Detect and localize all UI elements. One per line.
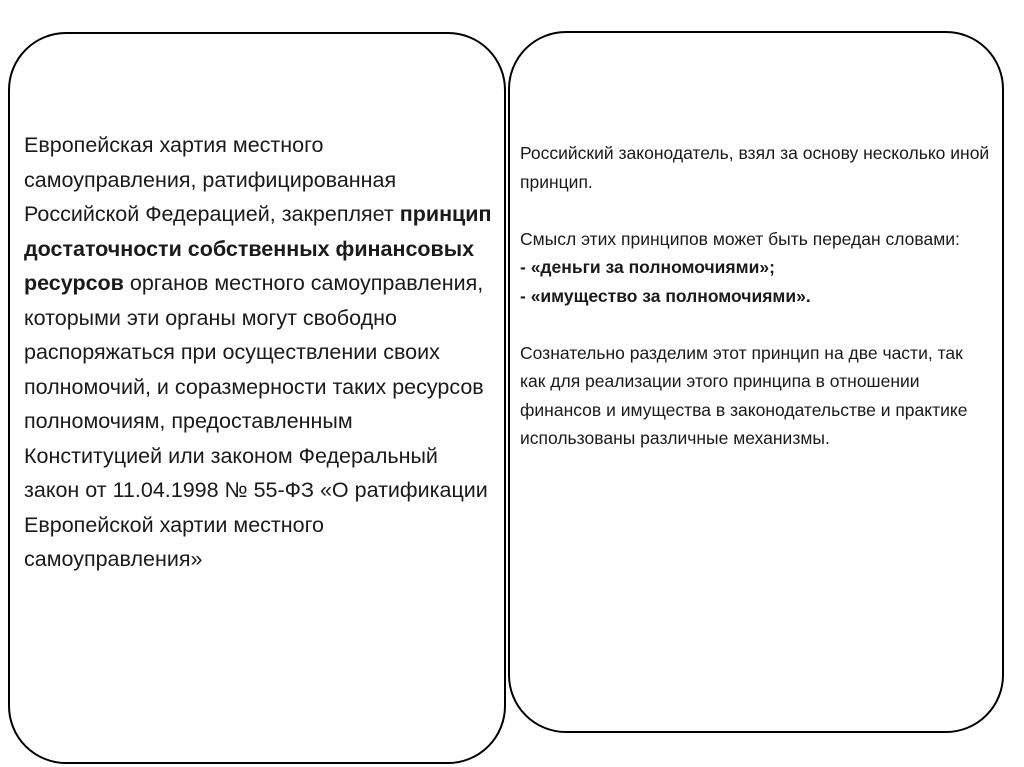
charter-text-after: органов местного самоуправления, которыми эти органы могут свободно распоряжаться при осуществлении своих полномочий, и соразмерности таких ресурсов полномочиям, предоставленным Конституцией или законом Федеральный закон от 11.04.1998 № 55-ФЗ «О ратификации Европейской хартии местного самоуправления» <box>24 271 488 571</box>
charter-paragraph <box>24 128 496 577</box>
spacer <box>520 196 992 225</box>
spacer <box>520 310 992 339</box>
charter-text-before: Европейская хартия местного самоуправления, ратифицированная Российской Федерацией, закрепляет <box>24 133 400 226</box>
charter-principle-bold: принцип достаточности собственных финансовых ресурсов <box>24 202 492 295</box>
principles-meaning: Смысл этих принципов может быть передан словами: <box>520 228 960 249</box>
legislator-intro: Российский законодатель, взял за основу несколько иной принцип. <box>520 143 990 192</box>
left-text-card <box>8 32 506 764</box>
right-text-card <box>508 31 1004 733</box>
slogan-property: - «имущество за полномочиями». <box>520 285 811 306</box>
principle-split-conclusion: Сознательно разделим этот принцип на две части, так как для реализации этого принципа в отношении финансов и имущества в законодательстве и практике использованы различные механизмы. <box>520 342 968 448</box>
slogan-money: - «деньги за полномочиями»; <box>520 257 775 277</box>
